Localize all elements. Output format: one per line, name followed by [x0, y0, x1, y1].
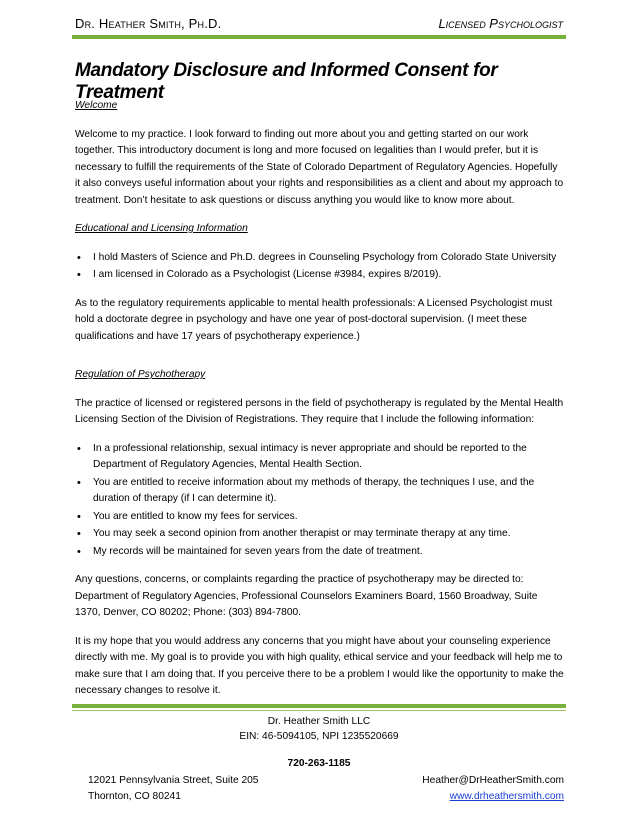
footer	[75, 710, 563, 771]
list-item: • You are entitled to know my fees for services.	[75, 509, 565, 526]
list-item: • In a professional relationship, sexual intimacy is never appropriate and should be reported to the Department of Regulatory Agencies, Mental Health Section.	[75, 441, 565, 474]
list-item: • You may seek a second opinion from another therapist or may terminate therapy at any time.	[75, 526, 565, 543]
regulation-list	[75, 441, 565, 561]
contact	[422, 773, 564, 805]
phone-number: 720-263-1185	[287, 758, 351, 769]
education-list	[75, 250, 565, 284]
address-line-1: 12021 Pennsylvania Street, Suite 205	[88, 775, 259, 786]
list-item: • My records will be maintained for seven years from the date of treatment.	[75, 544, 565, 561]
education-paragraph: As to the regulatory requirements applicable to mental health professionals: A Licensed Psychologist must hold a doctorate degree in psychology and have one year of post-doctoral supervision. (I meet these qualifications and have 17 years of psychotherapy experience.)	[75, 297, 553, 342]
email: Heather@DrHeatherSmith.com	[422, 775, 564, 786]
regulation-heading: Regulation of Psychotherapy	[75, 369, 206, 380]
header-rule	[72, 35, 566, 39]
list-item: • I am licensed in Colorado as a Psychologist (License #3984, expires 8/2019).	[75, 267, 565, 284]
regulation-intro: The practice of licensed or registered persons in the field of psychotherapy is regulated by the Mental Health Licensing Section of the Division of Registrations. They require that I include the following information:	[75, 397, 564, 425]
complaints-paragraph: Any questions, concerns, or complaints regarding the practice of psychotherapy may be directed to: Department of Regulatory Agencies, Professional Counselors Examiners Board, 1560 Broadway, Suite 1370, Denver, CO 80202; Phone: (303) 894-7800.	[75, 574, 538, 618]
education-heading: Educational and Licensing Information	[75, 223, 248, 234]
website-link[interactable]: www.drheathersmith.com	[449, 791, 564, 802]
company-name: Dr. Heather Smith LLC	[267, 716, 371, 727]
list-item: • I hold Masters of Science and Ph.D. degrees in Counseling Psychology from Colorado State University	[75, 250, 565, 267]
welcome-paragraph: Welcome to my practice. I look forward to finding out more about you and getting started on our work together. This introductory document is long and more focused on legalities than I would prefer, but it is necessary to fulfill the requirements of the State of Colorado Department of Regulatory Agencies. Hopefully it also conveys useful information about your rights and responsibilities as a client and about my approach to treatment. Don’t hesitate to ask questions or discuss anything you would like to know more about.	[75, 128, 564, 206]
address-line-2: Thornton, CO 80241	[88, 791, 181, 802]
header-name: Dr. Heather Smith, Ph.D.	[75, 16, 222, 31]
welcome-heading: Welcome	[75, 100, 118, 111]
document-body	[75, 98, 565, 712]
document-title: Mandatory Disclosure and Informed Consent for Treatment	[75, 60, 498, 103]
list-item: • You are entitled to receive information about my methods of therapy, the techniques I use, and the duration of therapy (if I can determine it).	[75, 475, 565, 508]
footer-rule	[72, 704, 566, 708]
address	[88, 773, 258, 805]
header-role: Licensed Psychologist	[438, 16, 563, 31]
feedback-paragraph: It is my hope that you would address any concerns that you might have about your counseling experience directly with me. My goal is to provide you with high quality, ethical service and your feedback will help me to make sure that I am doing that. If you perceive there to be a problem I would like the opportunity to make the necessary changes to resolve it.	[75, 635, 564, 696]
ein-npi: EIN: 46-5094105, NPI 1235520669	[239, 731, 399, 742]
page-header	[75, 12, 563, 36]
